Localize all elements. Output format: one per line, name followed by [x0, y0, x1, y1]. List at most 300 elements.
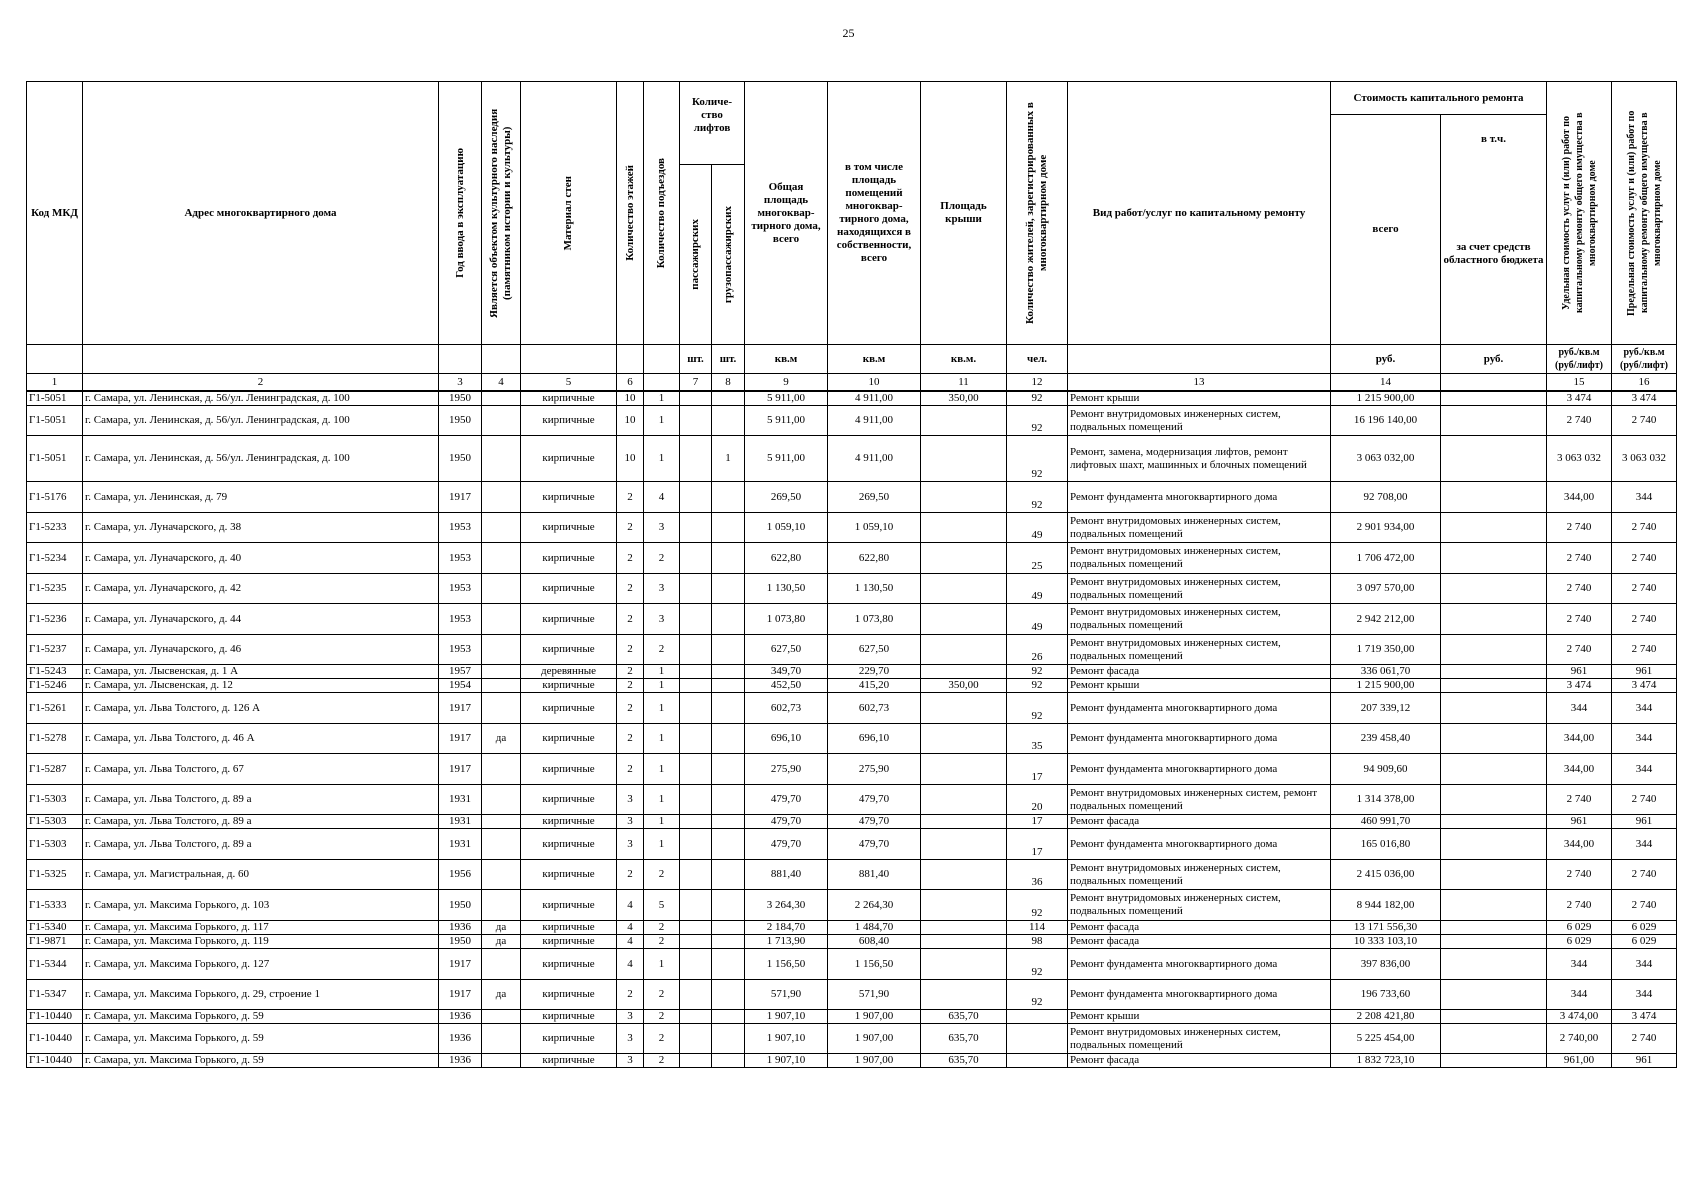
cell-cost-total: 94 909,60: [1331, 754, 1441, 785]
cell-lifts-passenger: [680, 604, 712, 635]
column-number: 8: [712, 374, 745, 392]
table-row: [27, 543, 1677, 574]
cell-area-total: 2 184,70: [745, 921, 828, 935]
cell-lifts-passenger: [680, 724, 712, 754]
cell-entrances: 1: [644, 815, 680, 829]
unit-people: чел.: [1007, 345, 1068, 374]
cell-cost-total: 1 719 350,00: [1331, 635, 1441, 665]
cell-year: 1950: [439, 406, 482, 436]
column-number: 9: [745, 374, 828, 392]
cell-area-total: 5 911,00: [745, 406, 828, 436]
cell-cost-regional: [1441, 693, 1547, 724]
cell-entrances: 1: [644, 406, 680, 436]
header-residents: Количество жителей, зарегистрированных в многоквартирном доме: [1007, 82, 1068, 345]
column-numbers-row: [27, 374, 1677, 392]
cell-wall: кирпичные: [521, 693, 617, 724]
table-row: [27, 635, 1677, 665]
cell-floors: 2: [617, 635, 644, 665]
cell-work: Ремонт фасада: [1068, 815, 1331, 829]
cell-cost-regional: [1441, 921, 1547, 935]
cell-cost-regional: [1441, 1024, 1547, 1054]
header-cost-incl: в т.ч.: [1441, 115, 1547, 165]
unit-sqm-2: кв.м: [828, 345, 921, 374]
cell-residents: 49: [1007, 513, 1068, 543]
table-row: [27, 406, 1677, 436]
header-wall: Материал стен: [521, 82, 617, 345]
cell-address: г. Самара, ул. Лысвенская, д. 12: [83, 679, 439, 693]
cell-lifts-freight: [712, 543, 745, 574]
cell-max-cost: 961: [1612, 815, 1677, 829]
cell-residents: 92: [1007, 391, 1068, 406]
cell-residents: 25: [1007, 543, 1068, 574]
cell-lifts-freight: [712, 980, 745, 1010]
cell-residents: 26: [1007, 635, 1068, 665]
column-number: 15: [1547, 374, 1612, 392]
cell-entrances: 1: [644, 665, 680, 679]
cell-unit-cost: 2 740: [1547, 860, 1612, 890]
cell-floors: 3: [617, 1010, 644, 1024]
cell-heritage: [482, 890, 521, 921]
cell-code: Г1-5051: [27, 436, 83, 482]
cell-floors: 2: [617, 724, 644, 754]
column-number: 3: [439, 374, 482, 392]
cell-floors: 2: [617, 574, 644, 604]
cell-heritage: [482, 406, 521, 436]
cell-code: Г1-5176: [27, 482, 83, 513]
cell-heritage: [482, 829, 521, 860]
cell-residents: 114: [1007, 921, 1068, 935]
cell-entrances: 2: [644, 921, 680, 935]
cell-cost-regional: [1441, 665, 1547, 679]
cell-code: Г1-5236: [27, 604, 83, 635]
cell-work: Ремонт фасада: [1068, 921, 1331, 935]
table-row: [27, 724, 1677, 754]
table-row: [27, 785, 1677, 815]
unit-blank: [83, 345, 439, 374]
cell-heritage: да: [482, 724, 521, 754]
cell-lifts-freight: [712, 1024, 745, 1054]
cell-work: Ремонт фундамента многоквартирного дома: [1068, 693, 1331, 724]
cell-year: 1931: [439, 815, 482, 829]
cell-cost-total: 1 314 378,00: [1331, 785, 1441, 815]
cell-year: 1931: [439, 785, 482, 815]
cell-work: Ремонт крыши: [1068, 391, 1331, 406]
cell-area-total: 349,70: [745, 665, 828, 679]
cell-wall: кирпичные: [521, 543, 617, 574]
cell-residents: 17: [1007, 754, 1068, 785]
cell-code: Г1-5237: [27, 635, 83, 665]
cell-code: Г1-5261: [27, 693, 83, 724]
cell-work: Ремонт фундамента многоквартирного дома: [1068, 754, 1331, 785]
cell-year: 1950: [439, 890, 482, 921]
cell-address: г. Самара, ул. Льва Толстого, д. 89 а: [83, 815, 439, 829]
cell-unit-cost: 961: [1547, 665, 1612, 679]
cell-floors: 10: [617, 436, 644, 482]
unit-sqm-3: кв.м.: [921, 345, 1007, 374]
cell-residents: 49: [1007, 604, 1068, 635]
cell-area-total: 1 907,10: [745, 1054, 828, 1068]
cell-max-cost: 2 740: [1612, 574, 1677, 604]
cell-address: г. Самара, ул. Ленинская, д. 79: [83, 482, 439, 513]
cell-code: Г1-5051: [27, 406, 83, 436]
cell-year: 1917: [439, 980, 482, 1010]
cell-max-cost: 344: [1612, 482, 1677, 513]
cell-cost-regional: [1441, 1054, 1547, 1068]
header-floors: Количество этажей: [617, 82, 644, 345]
header-cost-regional: за счет средств областного бюджета: [1441, 165, 1547, 345]
table-row: [27, 604, 1677, 635]
table-row: [27, 391, 1677, 406]
cell-cost-total: 460 991,70: [1331, 815, 1441, 829]
cell-roof: [921, 436, 1007, 482]
cell-unit-cost: 2 740: [1547, 574, 1612, 604]
cell-address: г. Самара, ул. Максима Горького, д. 29, строение 1: [83, 980, 439, 1010]
cell-work: Ремонт фасада: [1068, 1054, 1331, 1068]
cell-work: Ремонт фундамента многоквартирного дома: [1068, 829, 1331, 860]
cell-residents: 92: [1007, 406, 1068, 436]
cell-work: Ремонт фасада: [1068, 665, 1331, 679]
cell-address: г. Самара, ул. Максима Горького, д. 59: [83, 1054, 439, 1068]
cell-roof: 350,00: [921, 679, 1007, 693]
cell-year: 1953: [439, 513, 482, 543]
cell-lifts-passenger: [680, 635, 712, 665]
cell-entrances: 1: [644, 754, 680, 785]
cell-unit-cost: 961: [1547, 815, 1612, 829]
table-row: [27, 829, 1677, 860]
cell-max-cost: 2 740: [1612, 860, 1677, 890]
cell-lifts-passenger: [680, 754, 712, 785]
cell-unit-cost: 2 740: [1547, 890, 1612, 921]
cell-area-total: 269,50: [745, 482, 828, 513]
cell-address: г. Самара, ул. Ленинская, д. 56/ул. Ленинградская, д. 100: [83, 391, 439, 406]
cell-lifts-passenger: [680, 513, 712, 543]
cell-cost-regional: [1441, 543, 1547, 574]
cell-floors: 3: [617, 829, 644, 860]
cell-entrances: 1: [644, 436, 680, 482]
cell-area-owned: 479,70: [828, 785, 921, 815]
table-row: [27, 754, 1677, 785]
cell-cost-total: 1 215 900,00: [1331, 679, 1441, 693]
cell-roof: [921, 482, 1007, 513]
cell-heritage: [482, 785, 521, 815]
cell-cost-regional: [1441, 829, 1547, 860]
cell-work: Ремонт, замена, модернизация лифтов, ремонт лифтовых шахт, машинных и блочных помещений: [1068, 436, 1331, 482]
cell-entrances: 2: [644, 635, 680, 665]
cell-max-cost: 3 474: [1612, 391, 1677, 406]
cell-area-total: 5 911,00: [745, 436, 828, 482]
cell-year: 1936: [439, 1024, 482, 1054]
cell-year: 1936: [439, 1010, 482, 1024]
cell-max-cost: 344: [1612, 754, 1677, 785]
cell-floors: 2: [617, 543, 644, 574]
cell-lifts-freight: [712, 693, 745, 724]
cell-address: г. Самара, ул. Луначарского, д. 38: [83, 513, 439, 543]
cell-residents: 92: [1007, 980, 1068, 1010]
cell-roof: 635,70: [921, 1010, 1007, 1024]
cell-wall: кирпичные: [521, 574, 617, 604]
cell-floors: 3: [617, 1024, 644, 1054]
table-row: [27, 1010, 1677, 1024]
cell-address: г. Самара, ул. Льва Толстого, д. 46 А: [83, 724, 439, 754]
cell-heritage: [482, 436, 521, 482]
cell-roof: [921, 635, 1007, 665]
cell-heritage: [482, 543, 521, 574]
cell-unit-cost: 6 029: [1547, 935, 1612, 949]
column-number: 1: [27, 374, 83, 392]
cell-address: г. Самара, ул. Луначарского, д. 42: [83, 574, 439, 604]
cell-lifts-passenger: [680, 482, 712, 513]
cell-area-owned: 479,70: [828, 829, 921, 860]
cell-lifts-passenger: [680, 679, 712, 693]
cell-wall: кирпичные: [521, 754, 617, 785]
column-number: 16: [1612, 374, 1677, 392]
table-row: [27, 665, 1677, 679]
cell-lifts-freight: [712, 406, 745, 436]
cell-cost-total: 336 061,70: [1331, 665, 1441, 679]
column-number: 14: [1331, 374, 1441, 392]
cell-lifts-passenger: [680, 406, 712, 436]
cell-year: 1931: [439, 829, 482, 860]
cell-lifts-freight: [712, 574, 745, 604]
cell-floors: 4: [617, 890, 644, 921]
cell-entrances: 4: [644, 482, 680, 513]
cell-area-owned: 1 130,50: [828, 574, 921, 604]
cell-lifts-freight: [712, 679, 745, 693]
cell-lifts-passenger: [680, 543, 712, 574]
header-code: Код МКД: [27, 82, 83, 345]
cell-heritage: [482, 665, 521, 679]
cell-lifts-freight: [712, 860, 745, 890]
cell-area-owned: 479,70: [828, 815, 921, 829]
table-row: [27, 679, 1677, 693]
cell-wall: кирпичные: [521, 406, 617, 436]
cell-code: Г1-5234: [27, 543, 83, 574]
cell-cost-total: 2 942 212,00: [1331, 604, 1441, 635]
cell-unit-cost: 344,00: [1547, 754, 1612, 785]
cell-entrances: 3: [644, 574, 680, 604]
cell-cost-regional: [1441, 754, 1547, 785]
cell-lifts-freight: [712, 829, 745, 860]
cell-wall: кирпичные: [521, 890, 617, 921]
cell-area-total: 479,70: [745, 815, 828, 829]
cell-floors: 2: [617, 693, 644, 724]
cell-max-cost: 2 740: [1612, 890, 1677, 921]
cell-max-cost: 6 029: [1612, 921, 1677, 935]
cell-roof: 350,00: [921, 391, 1007, 406]
cell-code: Г1-5333: [27, 890, 83, 921]
cell-roof: [921, 935, 1007, 949]
cell-code: Г1-5340: [27, 921, 83, 935]
cell-wall: кирпичные: [521, 980, 617, 1010]
cell-heritage: [482, 574, 521, 604]
cell-heritage: да: [482, 980, 521, 1010]
cell-heritage: [482, 679, 521, 693]
table-row: [27, 890, 1677, 921]
cell-roof: [921, 815, 1007, 829]
cell-roof: 635,70: [921, 1054, 1007, 1068]
cell-area-owned: 622,80: [828, 543, 921, 574]
cell-address: г. Самара, ул. Льва Толстого, д. 89 а: [83, 829, 439, 860]
cell-work: Ремонт фундамента многоквартирного дома: [1068, 482, 1331, 513]
cell-lifts-passenger: [680, 890, 712, 921]
cell-residents: 92: [1007, 665, 1068, 679]
cell-max-cost: 2 740: [1612, 513, 1677, 543]
cell-year: 1917: [439, 724, 482, 754]
cell-cost-regional: [1441, 815, 1547, 829]
cell-code: Г1-5303: [27, 829, 83, 860]
cell-residents: 17: [1007, 815, 1068, 829]
cell-area-total: 5 911,00: [745, 391, 828, 406]
cell-wall: кирпичные: [521, 436, 617, 482]
header-area-owned: в том числе площадь помещений многоквар-тирного дома, находящихся в собственности, всего: [828, 82, 921, 345]
cell-area-total: 1 156,50: [745, 949, 828, 980]
cell-year: 1950: [439, 436, 482, 482]
cell-lifts-freight: [712, 890, 745, 921]
cell-area-total: 571,90: [745, 980, 828, 1010]
cell-wall: деревянные: [521, 665, 617, 679]
cell-year: 1953: [439, 635, 482, 665]
cell-year: 1957: [439, 665, 482, 679]
cell-area-total: 696,10: [745, 724, 828, 754]
cell-cost-total: 3 063 032,00: [1331, 436, 1441, 482]
table-row: [27, 1024, 1677, 1054]
cell-heritage: [482, 815, 521, 829]
cell-lifts-freight: [712, 724, 745, 754]
cell-unit-cost: 2 740: [1547, 543, 1612, 574]
cell-roof: [921, 860, 1007, 890]
cell-code: Г1-10440: [27, 1010, 83, 1024]
cell-year: 1950: [439, 391, 482, 406]
cell-max-cost: 3 474: [1612, 1010, 1677, 1024]
cell-unit-cost: 2 740,00: [1547, 1024, 1612, 1054]
cell-heritage: [482, 391, 521, 406]
cell-floors: 3: [617, 815, 644, 829]
cell-cost-regional: [1441, 436, 1547, 482]
unit-blank: [27, 345, 83, 374]
cell-roof: [921, 890, 1007, 921]
cell-address: г. Самара, ул. Луначарского, д. 44: [83, 604, 439, 635]
cell-work: Ремонт внутридомовых инженерных систем, подвальных помещений: [1068, 890, 1331, 921]
cell-area-owned: 1 907,00: [828, 1010, 921, 1024]
unit-rub-sqm-2: руб./кв.м (руб/лифт): [1612, 345, 1677, 374]
header-entrances: Количество подъездов: [644, 82, 680, 345]
table-row: [27, 815, 1677, 829]
cell-entrances: 1: [644, 949, 680, 980]
cell-lifts-passenger: [680, 574, 712, 604]
cell-lifts-freight: [712, 635, 745, 665]
cell-max-cost: 2 740: [1612, 785, 1677, 815]
cell-wall: кирпичные: [521, 1024, 617, 1054]
cell-roof: [921, 513, 1007, 543]
cell-work: Ремонт внутридомовых инженерных систем, подвальных помещений: [1068, 406, 1331, 436]
cell-entrances: 2: [644, 980, 680, 1010]
cell-cost-regional: [1441, 890, 1547, 921]
cell-lifts-passenger: [680, 436, 712, 482]
cell-area-owned: 229,70: [828, 665, 921, 679]
cell-max-cost: 961: [1612, 1054, 1677, 1068]
column-number: 5: [521, 374, 617, 392]
header-lifts-freight: грузопассажирских: [712, 165, 745, 345]
cell-residents: 92: [1007, 482, 1068, 513]
cell-floors: 10: [617, 391, 644, 406]
cell-cost-regional: [1441, 604, 1547, 635]
cell-roof: [921, 949, 1007, 980]
cell-work: Ремонт крыши: [1068, 1010, 1331, 1024]
cell-code: Г1-5287: [27, 754, 83, 785]
cell-wall: кирпичные: [521, 860, 617, 890]
cell-wall: кирпичные: [521, 391, 617, 406]
cell-cost-regional: [1441, 980, 1547, 1010]
cell-unit-cost: 2 740: [1547, 635, 1612, 665]
header-lifts-passenger: пассажирских: [680, 165, 712, 345]
cell-work: Ремонт внутридомовых инженерных систем, подвальных помещений: [1068, 543, 1331, 574]
cell-floors: 2: [617, 482, 644, 513]
header-cost: Стоимость капитального ремонта: [1331, 82, 1547, 115]
unit-blank: [439, 345, 482, 374]
cell-heritage: [482, 513, 521, 543]
table-row: [27, 482, 1677, 513]
cell-roof: [921, 406, 1007, 436]
cell-lifts-passenger: [680, 1054, 712, 1068]
cell-year: 1936: [439, 1054, 482, 1068]
cell-cost-regional: [1441, 391, 1547, 406]
cell-cost-regional: [1441, 860, 1547, 890]
cell-area-owned: 571,90: [828, 980, 921, 1010]
cell-lifts-passenger: [680, 391, 712, 406]
cell-unit-cost: 344,00: [1547, 724, 1612, 754]
cell-wall: кирпичные: [521, 935, 617, 949]
cell-cost-total: 10 333 103,10: [1331, 935, 1441, 949]
table-body: [27, 391, 1677, 1068]
cell-lifts-passenger: [680, 860, 712, 890]
unit-blank: [617, 345, 644, 374]
cell-address: г. Самара, ул. Максима Горького, д. 119: [83, 935, 439, 949]
cell-unit-cost: 344,00: [1547, 829, 1612, 860]
cell-wall: кирпичные: [521, 482, 617, 513]
cell-wall: кирпичные: [521, 724, 617, 754]
column-number: 4: [482, 374, 521, 392]
cell-entrances: 2: [644, 1054, 680, 1068]
cell-lifts-freight: [712, 921, 745, 935]
cell-area-owned: 4 911,00: [828, 436, 921, 482]
cell-code: Г1-5303: [27, 785, 83, 815]
cell-lifts-passenger: [680, 1024, 712, 1054]
cell-cost-total: 207 339,12: [1331, 693, 1441, 724]
cell-code: Г1-5303: [27, 815, 83, 829]
page-number: 25: [842, 26, 855, 40]
cell-roof: [921, 543, 1007, 574]
cell-wall: кирпичные: [521, 513, 617, 543]
cell-area-owned: 602,73: [828, 693, 921, 724]
cell-heritage: [482, 754, 521, 785]
cell-unit-cost: 3 063 032: [1547, 436, 1612, 482]
cell-work: Ремонт внутридомовых инженерных систем, подвальных помещений: [1068, 1024, 1331, 1054]
cell-roof: [921, 724, 1007, 754]
cell-wall: кирпичные: [521, 921, 617, 935]
cell-cost-total: 3 097 570,00: [1331, 574, 1441, 604]
cell-unit-cost: 2 740: [1547, 785, 1612, 815]
column-number: 11: [921, 374, 1007, 392]
cell-area-owned: 4 911,00: [828, 406, 921, 436]
cell-roof: [921, 693, 1007, 724]
cell-heritage: [482, 949, 521, 980]
cell-cost-regional: [1441, 1010, 1547, 1024]
cell-address: г. Самара, ул. Льва Толстого, д. 89 а: [83, 785, 439, 815]
cell-code: Г1-5347: [27, 980, 83, 1010]
cell-floors: 2: [617, 980, 644, 1010]
cell-code: Г1-5235: [27, 574, 83, 604]
cell-address: г. Самара, ул. Луначарского, д. 46: [83, 635, 439, 665]
